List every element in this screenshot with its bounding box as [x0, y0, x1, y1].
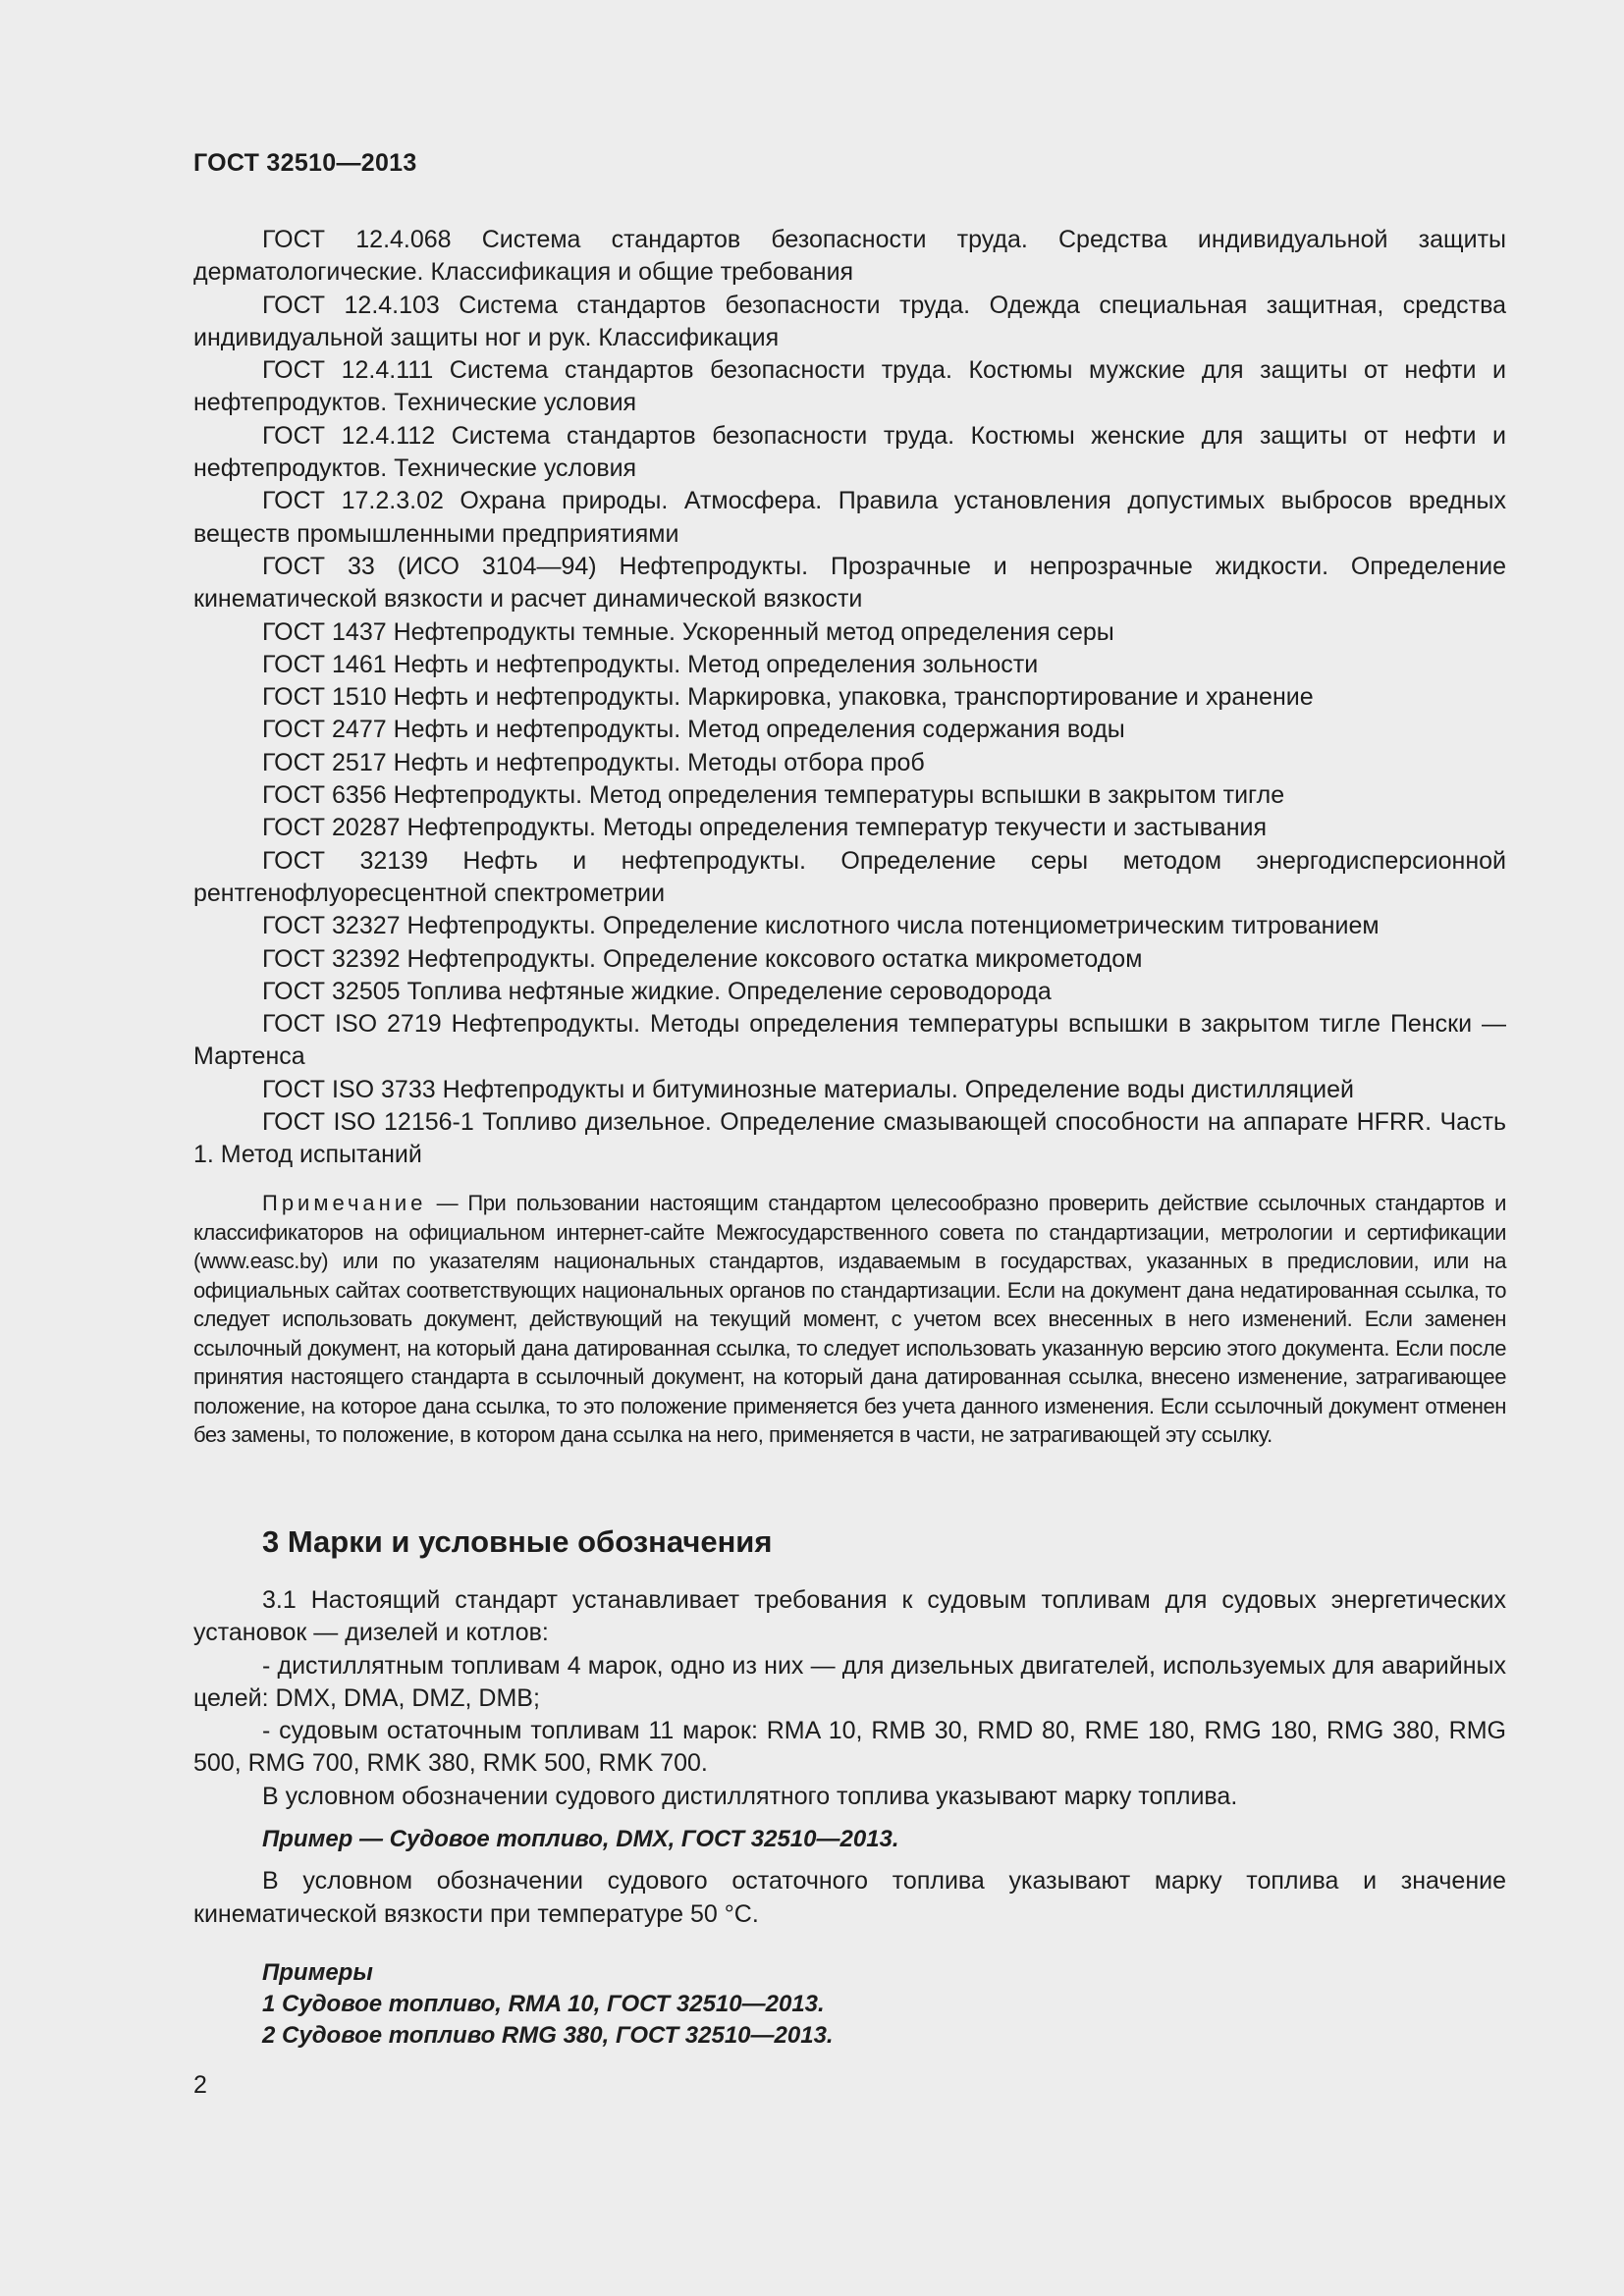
- paragraph-residual-grades: - судовым остаточным топливам 11 марок: RMA 10, RMB 30, RMD 80, RME 180, RMG 180, RMG 380, RMG 500, RMG 700, RMK 380, RMK 500, RMK 700.: [193, 1717, 1506, 1778]
- reference-item: ГОСТ 12.4.111 Система стандартов безопасности труда. Костюмы мужские для защиты от нефти и нефтепродуктов. Технические условия: [193, 356, 1506, 417]
- example-item: 2 Судовое топливо RMG 380, ГОСТ 32510—2013.: [262, 2022, 834, 2049]
- note-paragraph: [193, 1189, 1506, 1450]
- examples-title: Примеры: [262, 1959, 373, 1986]
- paragraph-distillate-designation: В условном обозначении судового дистиллятного топлива указывают марку топлива.: [262, 1782, 1238, 1810]
- reference-item: ГОСТ 12.4.112 Система стандартов безопасности труда. Костюмы женские для защиты от нефти и нефтепродуктов. Технические условия: [193, 421, 1506, 483]
- reference-item: ГОСТ 6356 Нефтепродукты. Метод определения температуры вспышки в закрытом тигле: [262, 781, 1285, 810]
- document-header: ГОСТ 32510—2013: [193, 149, 417, 177]
- page-number: 2: [193, 2071, 207, 2099]
- note-text: При пользовании настоящим стандартом целесообразно проверить действие ссылочных стандартов и классификаторов на официальном интернет-сайте Межгосударственного совета по стандартизации, метрологии и сертификации (www.easc.by) или по указателям национальных стандартов, издаваемым в государствах, указанных в предисловии, или на официальных сайтах соответствующих национальных органов по стандартизации. Если на документ дана недатированная ссылка, то следует использовать документ, действующий на текущий момент, с учетом всех внесенных в него изменений. Если заменен ссылочный документ, на который дана датированная ссылка, то следует использовать указанную версию этого документа. Если после принятия настоящего стандарта в ссылочный документ, на который дана датированная ссылка, внесено изменение, затрагивающее положение, на которое дана ссылка, то это положение применяется без учета данного изменения. Если ссылочный документ отменен без замены, то положение, в котором дана ссылка на него, применяется в части, не затрагивающей эту ссылку.: [193, 1191, 1506, 1447]
- normative-references-list: [193, 224, 1506, 1172]
- reference-item: ГОСТ 12.4.068 Система стандартов безопасности труда. Средства индивидуальной защиты дерматологические. Классификация и общие требования: [193, 226, 1506, 287]
- reference-item: ГОСТ 32139 Нефть и нефтепродукты. Определение серы методом энергодисперсионной рентгенофлуоресцентной спектрометрии: [193, 846, 1506, 907]
- example-distillate: Пример — Судовое топливо, DMX, ГОСТ 32510—2013.: [262, 1826, 899, 1853]
- note-dash: —: [426, 1191, 468, 1215]
- example-item: 1 Судовое топливо, RMA 10, ГОСТ 32510—2013.: [262, 1991, 825, 2017]
- reference-item: ГОСТ 2517 Нефть и нефтепродукты. Методы отбора проб: [262, 748, 925, 776]
- reference-item: ГОСТ 32327 Нефтепродукты. Определение кислотного числа потенциометрическим титрованием: [262, 912, 1380, 940]
- reference-item: ГОСТ 32505 Топлива нефтяные жидкие. Определение сероводорода: [262, 977, 1052, 1005]
- reference-item: ГОСТ ISO 12156-1 Топливо дизельное. Определение смазывающей способности на аппарате HFRR. Часть 1. Метод испытаний: [193, 1108, 1506, 1169]
- paragraph-distillate-grades: - дистиллятным топливам 4 марок, одно из них — для дизельных двигателей, используемых для аварийных целей: DMX, DMA, DMZ, DMB;: [193, 1651, 1506, 1712]
- reference-item: ГОСТ 20287 Нефтепродукты. Методы определения температур текучести и застывания: [262, 814, 1268, 842]
- examples-block: [262, 1957, 834, 2052]
- reference-item: ГОСТ 33 (ИСО 3104—94) Нефтепродукты. Прозрачные и непрозрачные жидкости. Определение кинематической вязкости и расчет динамической вязкости: [193, 552, 1506, 614]
- reference-item: ГОСТ 1461 Нефть и нефтепродукты. Метод определения зольности: [262, 650, 1039, 678]
- reference-item: ГОСТ ISO 2719 Нефтепродукты. Методы определения температуры вспышки в закрытом тигле Пенски — Мартенса: [193, 1010, 1506, 1071]
- reference-item: ГОСТ 12.4.103 Система стандартов безопасности труда. Одежда специальная защитная, средства индивидуальной защиты ног и рук. Классификация: [193, 291, 1506, 351]
- reference-item: ГОСТ 17.2.3.02 Охрана природы. Атмосфера. Правила установления допустимых выбросов вредных веществ промышленными предприятиями: [193, 487, 1506, 548]
- paragraph-residual-designation: В условном обозначении судового остаточного топлива указывают марку топлива и значение кинематической вязкости при температуре 50 °С.: [193, 1867, 1506, 1928]
- reference-item: ГОСТ 1437 Нефтепродукты темные. Ускоренный метод определения серы: [262, 617, 1114, 646]
- paragraph-3-1: 3.1 Настоящий стандарт устанавливает требования к судовым топливам для судовых энергетических установок — дизелей и котлов:: [193, 1586, 1506, 1647]
- reference-item: ГОСТ 1510 Нефть и нефтепродукты. Маркировка, упаковка, транспортирование и хранение: [262, 683, 1314, 712]
- section-heading: 3 Марки и условные обозначения: [262, 1524, 773, 1559]
- reference-item: ГОСТ 32392 Нефтепродукты. Определение коксового остатка микрометодом: [262, 944, 1143, 973]
- note-label: Примечание: [262, 1191, 427, 1215]
- reference-item: ГОСТ 2477 Нефть и нефтепродукты. Метод определения содержания воды: [262, 716, 1125, 744]
- reference-item: ГОСТ ISO 3733 Нефтепродукты и битуминозные материалы. Определение воды дистилляцией: [262, 1075, 1354, 1103]
- section-body: [193, 1584, 1506, 1931]
